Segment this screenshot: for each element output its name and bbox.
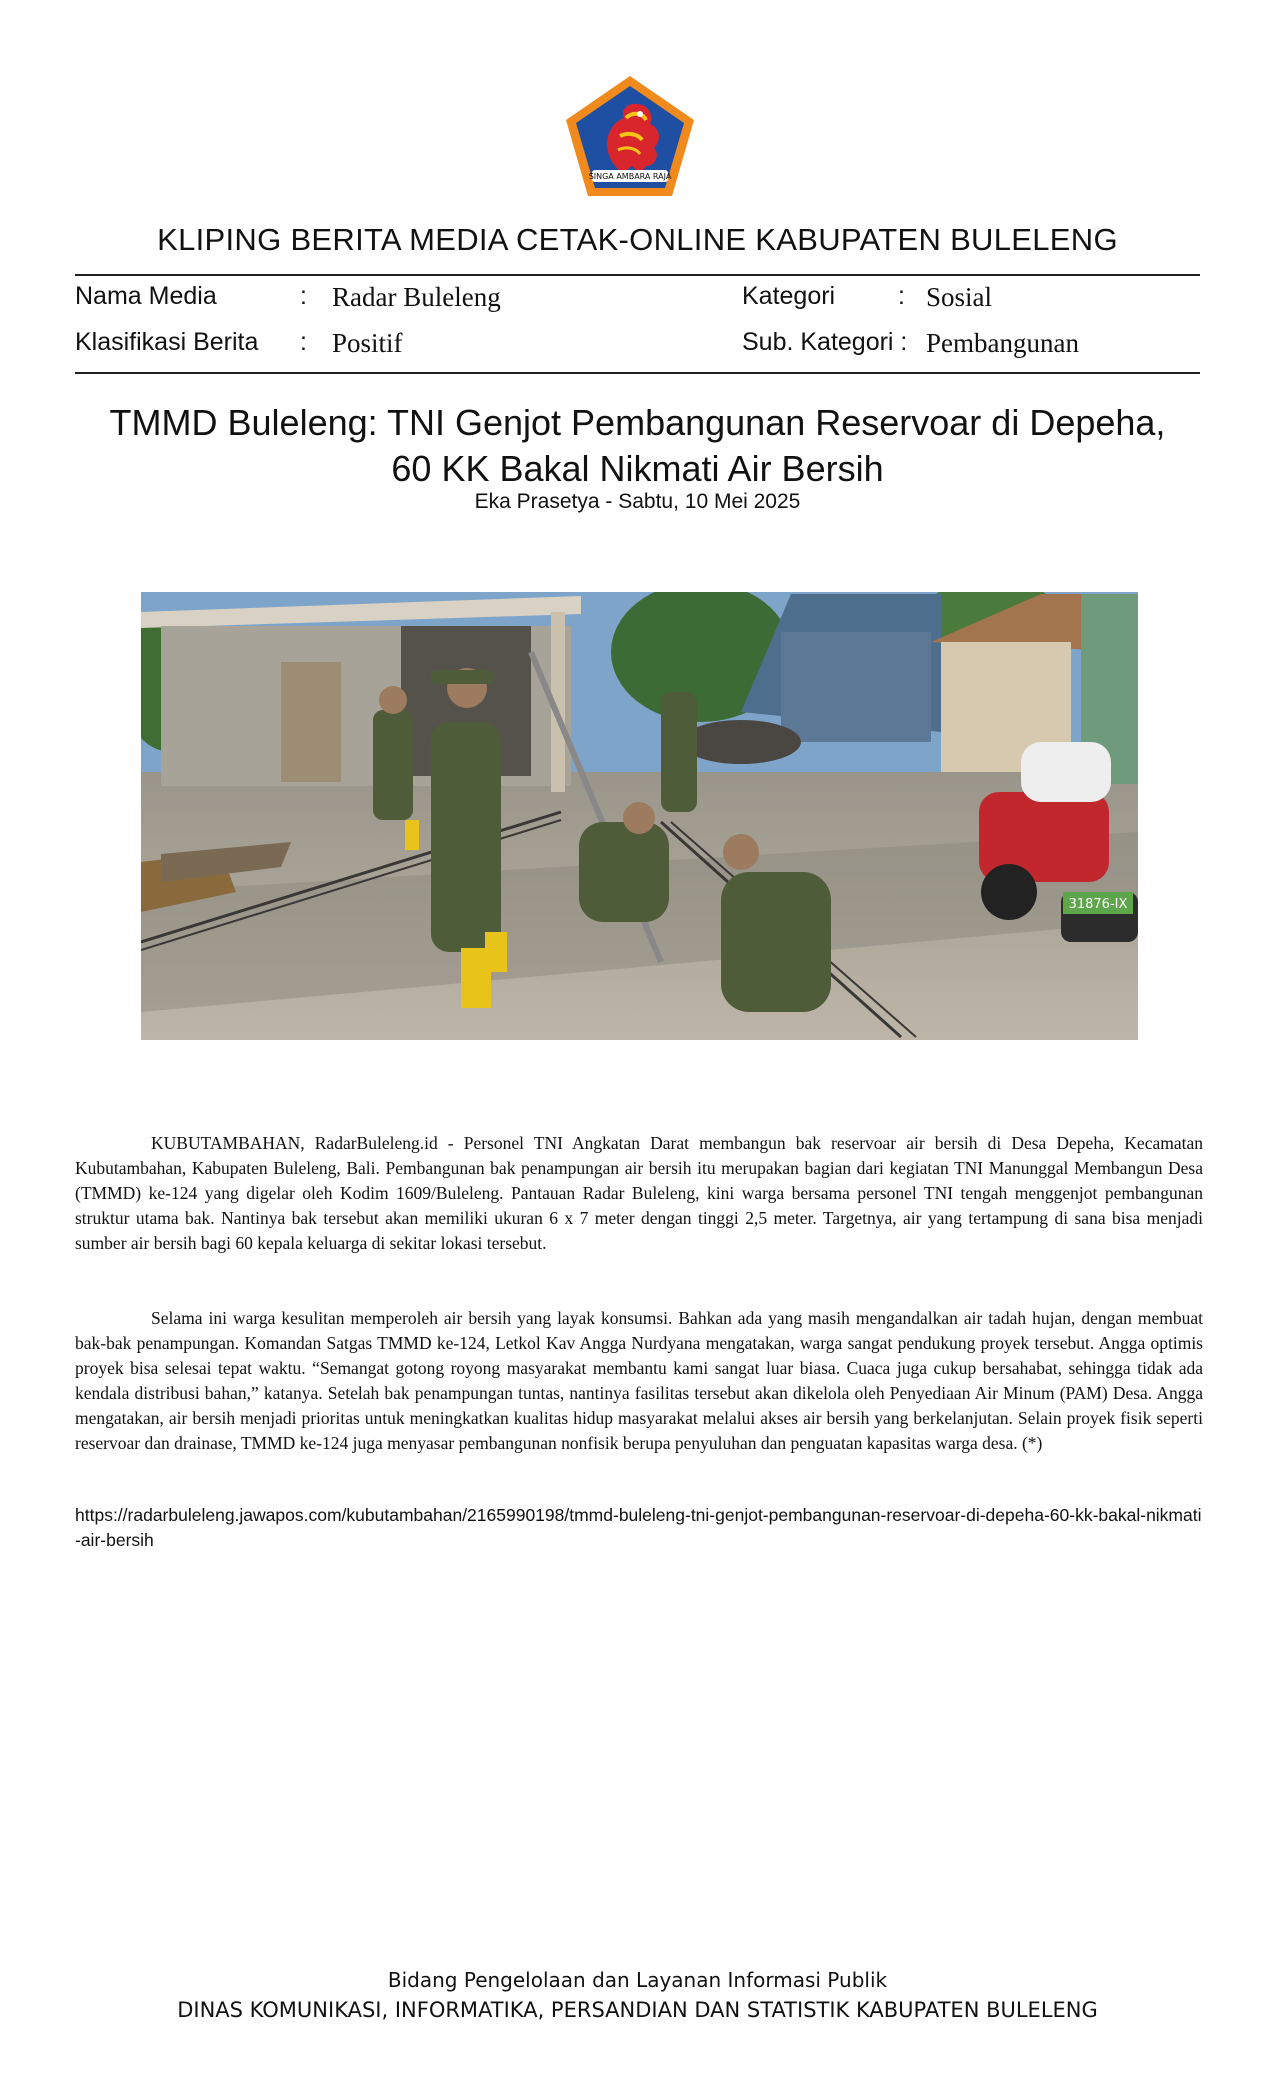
klasifikasi-label: Klasifikasi Berita bbox=[75, 328, 259, 356]
logo-caption: SINGA AMBARA RAJA bbox=[588, 172, 672, 181]
subkategori-value: Pembangunan bbox=[926, 328, 1079, 358]
media-label: Nama Media bbox=[75, 282, 217, 310]
article-body bbox=[75, 1131, 1203, 1256]
subkategori-label: Sub. Kategori : bbox=[742, 328, 908, 356]
media-colon: : bbox=[300, 282, 307, 310]
kategori-colon: : bbox=[898, 282, 905, 310]
headline-line-2: 60 KK Bakal Nikmati Air Bersih bbox=[391, 448, 884, 489]
kategori-value: Sosial bbox=[926, 282, 993, 312]
article-photo bbox=[141, 592, 1138, 1040]
kategori-label: Kategori bbox=[742, 282, 836, 310]
headline-line-1: TMMD Buleleng: TNI Genjot Pembangunan Reservoar di Depeha, bbox=[109, 402, 1166, 443]
article-paragraph: KUBUTAMBAHAN, RadarBuleleng.id - Personel TNI Angkatan Darat membangun bak reservoar air bersih di Desa Depeha, Kecamatan Kubutambahan, Kabupaten Buleleng, Bali. Pembangunan bak penampungan air bersih itu merupakan bagian dari kegiatan TNI Manunggal Membangun Desa (TMMD) ke-124 yang digelar oleh Kodim 1609/Buleleng. Pantauan Radar Buleleng, kini warga bersama personel TNI tengah menggenjot pembangunan struktur utama bak. Nantinya bak tersebut akan memiliki ukuran 6 x 7 meter dengan tinggi 2,5 meter. Targetnya, air yang tertampung di sana bisa menjadi sumber air bersih bagi 60 kepala keluarga di sekitar lokasi tersebut. bbox=[75, 1133, 1203, 1253]
header-title: KLIPING BERITA MEDIA CETAK-ONLINE KABUPATEN BULELENG bbox=[157, 222, 1118, 257]
article-paragraph: Selama ini warga kesulitan memperoleh air bersih yang layak konsumsi. Bahkan ada yang masih mengandalkan air tadah hujan, dengan membuat bak-bak penampungan. Komandan Satgas TMMD ke-124, Letkol Kav Angga Nurdyana mengatakan, warga sangat pendukung proyek tersebut. Angga optimis proyek bisa selesai tepat waktu. “Semangat gotong royong masyarakat membantu kami sangat luar biasa. Cuaca juga cukup bersahabat, sehingga tidak ada kendala distribusi bahan,” katanya. Setelah bak penampungan tuntas, nantinya fasilitas tersebut akan dikelola oleh Penyediaan Air Minum (PAM) Desa. Angga mengatakan, air bersih menjadi prioritas untuk meningkatkan kualitas hidup masyarakat melalui akses air bersih yang berkelanjutan. Selain proyek fisik seperti reservoar dan drainase, TMMD ke-124 juga menyasar pembangunan nonfisik berupa penyuluhan dan penguatan kapasitas warga desa. (*) bbox=[75, 1308, 1203, 1453]
article-body-2 bbox=[75, 1306, 1203, 1456]
klasifikasi-colon: : bbox=[300, 328, 307, 356]
footer-department: Bidang Pengelolaan dan Layanan Informasi Publik bbox=[387, 1968, 888, 1992]
footer-agency: DINAS KOMUNIKASI, INFORMATIKA, PERSANDIAN DAN STATISTIK KABUPATEN BULELENG bbox=[177, 1998, 1098, 2022]
source-url-link[interactable]: https://radarbuleleng.jawapos.com/kubutambahan/2165990198/tmmd-buleleng-tni-genjot-pembangunan-reservoar-di-depeha-60-kk-bakal-nikmati-air-bersih bbox=[75, 1505, 1202, 1550]
article-byline: Eka Prasetya - Sabtu, 10 Mei 2025 bbox=[474, 490, 801, 513]
klasifikasi-value: Positif bbox=[332, 328, 403, 358]
article-headline bbox=[0, 400, 1275, 492]
photo-plate-text: 31876-IX bbox=[1068, 897, 1128, 912]
header-rule-top bbox=[75, 274, 1200, 276]
kabupaten-buleleng-logo bbox=[562, 74, 698, 200]
header-rule-bottom bbox=[75, 372, 1200, 374]
media-value: Radar Buleleng bbox=[332, 282, 501, 312]
